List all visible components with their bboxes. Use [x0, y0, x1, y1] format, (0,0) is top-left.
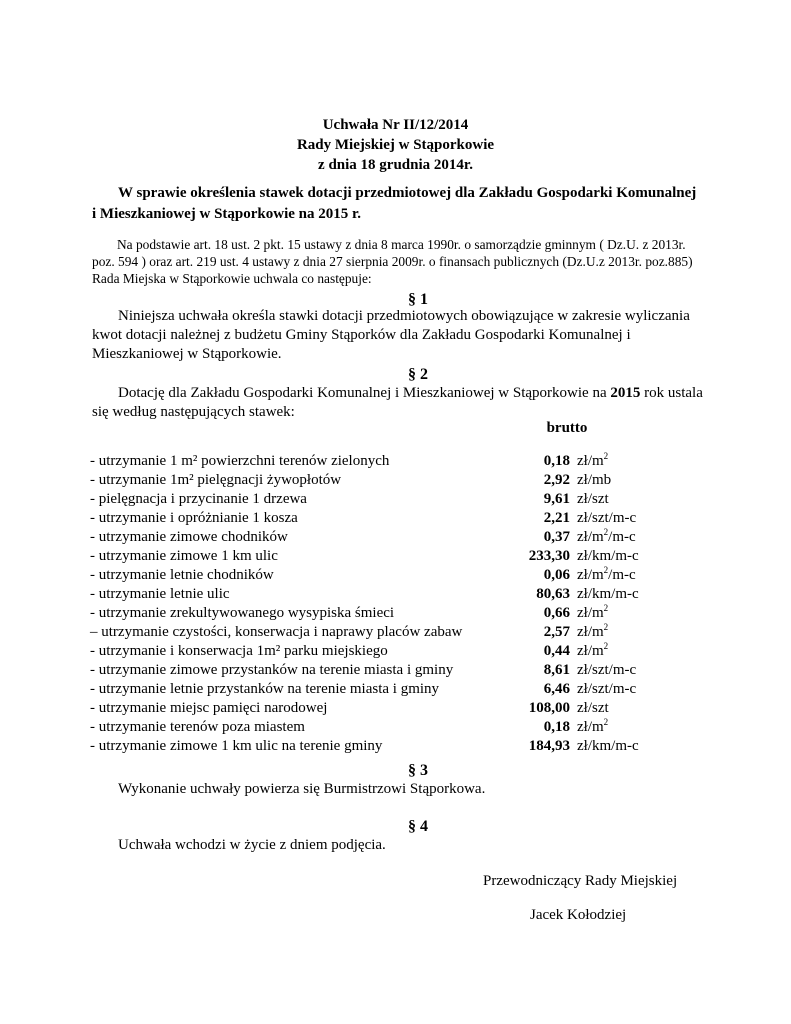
rate-unit-exponent: 2: [603, 527, 609, 537]
rate-unit-exponent: 2: [603, 622, 609, 632]
section-2-intro-tail: rok ustala: [640, 385, 703, 401]
rate-amount: 233,30: [528, 548, 570, 564]
rate-label: - utrzymanie zimowe chodników: [90, 529, 288, 545]
rate-unit-base: zł/szt: [577, 700, 609, 716]
rate-amount: 0,37: [543, 529, 570, 545]
subject-line-2: i Mieszkaniowej w Stąporkowie na 2015 r.: [92, 206, 362, 222]
rate-unit: [577, 452, 608, 471]
legal-basis-line-3: Rada Miejska w Stąporkowie uchwala co następuje:: [92, 271, 372, 286]
section-1-line-2: kwot dotacji należnej z budżetu Gminy Stąporków dla Zakładu Gospodarki Komunalnej i: [92, 327, 631, 343]
rate-unit-base: zł/km/m-c: [577, 586, 639, 602]
rate-amount: 8,61: [543, 662, 570, 678]
rate-row: [90, 661, 710, 680]
legal-basis-line-2: poz. 594 ) oraz art. 219 ust. 4 ustawy z dnia 27 sierpnia 2009r. o finansach publicznych (Dz.U.z 2013r. poz.885): [92, 254, 693, 269]
rate-row: [90, 737, 710, 756]
rate-amount: 0,06: [543, 567, 570, 583]
section-3-text: Wykonanie uchwały powierza się Burmistrzowi Stąporkowa.: [118, 781, 486, 797]
rate-unit: [577, 623, 608, 642]
rate-unit-base: zł/szt/m-c: [577, 510, 637, 526]
rate-label: - utrzymanie letnie przystanków na terenie miasta i gminy: [90, 681, 440, 697]
rate-unit-exponent: 2: [603, 717, 609, 727]
rate-label: - pielęgnacja i przycinanie 1 drzewa: [90, 491, 307, 507]
rate-unit: [577, 509, 636, 528]
rate-unit-base: zł/km/m-c: [577, 738, 639, 754]
rate-unit: [577, 604, 608, 623]
section-1-line-3: Mieszkaniowej w Stąporkowie.: [92, 346, 282, 362]
rate-unit: [577, 471, 611, 490]
rate-unit-exponent: 2: [603, 603, 609, 613]
rate-label: - utrzymanie letnie chodników: [90, 567, 274, 583]
rate-row: [90, 585, 710, 604]
subject-line-1: W sprawie określenia stawek dotacji przedmiotowej dla Zakładu Gospodarki Komunalnej: [118, 185, 697, 201]
signature-title: Przewodniczący Rady Miejskiej: [483, 873, 678, 889]
rate-unit-base: zł/m: [577, 643, 604, 659]
rate-label: - utrzymanie 1m² pielęgnacji żywopłotów: [90, 472, 342, 488]
section-2-intro-line-2: się według następujących stawek:: [92, 404, 295, 420]
rate-unit: [577, 490, 609, 509]
rates-list: [90, 452, 710, 756]
section-2-intro: [118, 384, 758, 403]
section-2-year: 2015: [610, 385, 641, 401]
rate-amount: 108,00: [528, 700, 570, 716]
rate-unit-tail: /m-c: [608, 567, 636, 583]
rate-amount: 6,46: [543, 681, 570, 697]
rate-label: - utrzymanie zimowe 1 km ulic: [90, 548, 278, 564]
rate-unit-base: zł/m: [577, 719, 604, 735]
rate-row: [90, 604, 710, 623]
rate-unit: [577, 737, 639, 756]
section-4-heading: § 4: [408, 818, 428, 835]
rate-amount: 0,44: [543, 643, 570, 659]
rate-unit-base: zł/m: [577, 567, 604, 583]
rate-row: [90, 642, 710, 661]
rate-amount: 80,63: [536, 586, 570, 602]
rate-unit: [577, 718, 608, 737]
rate-label: - utrzymanie terenów poza miastem: [90, 719, 305, 735]
rate-row: [90, 528, 710, 547]
section-1-line-1: Niniejsza uchwała określa stawki dotacji przedmiotowych obowiązujące w zakresie wyliczania: [118, 308, 690, 324]
rate-unit-base: zł/mb: [577, 472, 612, 488]
section-2-heading: § 2: [408, 366, 428, 383]
rate-unit-base: zł/szt: [577, 491, 609, 507]
rate-label: - utrzymanie i konserwacja 1m² parku miejskiego: [90, 643, 388, 659]
rate-row: [90, 452, 710, 471]
rate-unit-base: zł/szt/m-c: [577, 662, 637, 678]
rate-amount: 184,93: [528, 738, 570, 754]
council-name: Rady Miejskiej w Stąporkowie: [296, 137, 495, 153]
rate-amount: 9,61: [543, 491, 570, 507]
rate-label: - utrzymanie i opróżnianie 1 kosza: [90, 510, 298, 526]
rate-unit: [577, 566, 636, 585]
rate-label: - utrzymanie letnie ulic: [90, 586, 230, 602]
gross-column-header: brutto: [546, 420, 588, 436]
rate-label: - utrzymanie zimowe przystanków na terenie miasta i gminy: [90, 662, 454, 678]
rate-unit-base: zł/m: [577, 529, 604, 545]
rate-unit: [577, 661, 636, 680]
rate-unit-exponent: 2: [603, 565, 609, 575]
rate-row: [90, 547, 710, 566]
rate-row: [90, 699, 710, 718]
rate-unit-exponent: 2: [603, 451, 609, 461]
rate-unit-exponent: 2: [603, 641, 609, 651]
rate-row: [90, 623, 710, 642]
section-1-heading: § 1: [408, 291, 428, 308]
rate-unit-tail: /m-c: [608, 529, 636, 545]
rate-label: – utrzymanie czystości, konserwacja i naprawy placów zabaw: [90, 624, 463, 640]
rate-amount: 0,18: [543, 719, 570, 735]
resolution-number: Uchwała Nr II/12/2014: [322, 117, 469, 133]
rate-unit: [577, 547, 639, 566]
rate-label: - utrzymanie zrekultywowanego wysypiska śmieci: [90, 605, 395, 621]
rate-amount: 2,92: [543, 472, 570, 488]
rate-unit-base: zł/m: [577, 453, 604, 469]
rate-row: [90, 490, 710, 509]
rate-amount: 2,57: [543, 624, 570, 640]
rate-unit: [577, 680, 636, 699]
rate-row: [90, 471, 710, 490]
rate-unit-base: zł/m: [577, 605, 604, 621]
rate-unit: [577, 585, 639, 604]
rate-amount: 0,18: [543, 453, 570, 469]
resolution-date: z dnia 18 grudnia 2014r.: [318, 157, 473, 173]
rate-unit: [577, 642, 608, 661]
rate-unit: [577, 699, 609, 718]
legal-basis-line-1: Na podstawie art. 18 ust. 2 pkt. 15 ustawy z dnia 8 marca 1990r. o samorządzie gminnym ( Dz.U. z 2013r.: [117, 237, 686, 252]
rate-unit-base: zł/szt/m-c: [577, 681, 637, 697]
section-3-heading: § 3: [408, 762, 428, 779]
rate-label: - utrzymanie 1 m² powierzchni terenów zielonych: [90, 453, 390, 469]
rate-unit-base: zł/m: [577, 624, 604, 640]
rate-row: [90, 680, 710, 699]
signature-name: Jacek Kołodziej: [530, 907, 627, 923]
section-2-intro-text: Dotację dla Zakładu Gospodarki Komunalnej i Mieszkaniowej w Stąporkowie na: [118, 385, 611, 401]
rate-label: - utrzymanie miejsc pamięci narodowej: [90, 700, 328, 716]
rate-label: - utrzymanie zimowe 1 km ulic na terenie gminy: [90, 738, 383, 754]
rate-unit: [577, 528, 636, 547]
section-4-text: Uchwała wchodzi w życie z dniem podjęcia.: [118, 837, 386, 853]
rate-unit-base: zł/km/m-c: [577, 548, 639, 564]
rate-amount: 0,66: [543, 605, 570, 621]
rate-amount: 2,21: [543, 510, 570, 526]
rate-row: [90, 566, 710, 585]
rate-row: [90, 509, 710, 528]
rate-row: [90, 718, 710, 737]
